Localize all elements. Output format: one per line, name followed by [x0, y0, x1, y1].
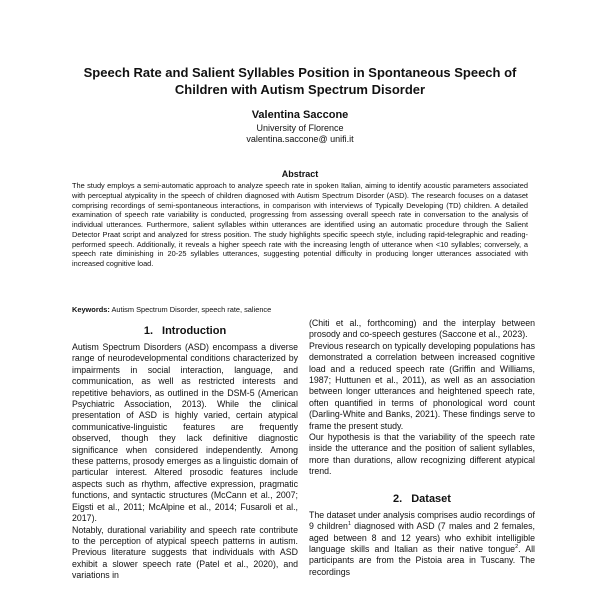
intro-paragraph-3: (Chiti et al., forthcoming) and the interplay between prosody and co-speech gestures (Saccone et al., 2023).	[309, 318, 535, 340]
section-title: Introduction	[162, 325, 227, 337]
footnote-ref-1[interactable]: 1	[347, 521, 352, 528]
intro-paragraph-2: Notably, durational variability and speech rate contribute to the perception of atypical speech patterns in autism. Previous literature suggests that individuals with ASD exhibit a slower speech rate (Patel et al., 2020), and variations in	[72, 524, 298, 581]
section-heading-dataset	[309, 492, 535, 506]
keywords-label: Keywords:	[72, 305, 110, 314]
intro-paragraph-4: Previous research on typically developing populations has demonstrated a correlation between increased cognitive load and a reduced speech rate (Griffin and Williams, 1987; Huttunen et al., 2011), as well as an association between longer utterances and heightened speech rate, often quantified in terms of phonological word count (Darling-White and Banks, 2021). These findings serve to frame the present study.	[309, 340, 535, 431]
section-number: 2.	[393, 492, 403, 505]
dataset-text-a: The dataset under analysis comprises audio recordings of 9 children	[309, 509, 535, 532]
intro-paragraph-1: Autism Spectrum Disorders (ASD) encompass a diverse range of neurodevelopmental conditions characterized by impairments in social interaction, language, and communication, as well as restricted interests and repetitive behaviors, as outlined in the DSM-5 (American Psychiatric Association, 2013). While the clinical presentation of ASD is highly varied, certain atypical communicative-linguistic features are frequently observed, though they lack definitive diagnostic significance when considered independently. Among these patterns, prosody emerges as a linguistic domain of particular interest. Altered prosodic features include aspects such as rhythm, affective expression, pragmatic functions, and syntactic structures (McCann et al., 2007; Eigsti et al., 2011; McAlpine et al., 2014; Fusaroli et al., 2017).	[72, 342, 298, 524]
dataset-text-b: diagnosed with ASD (7 males and 2 females, aged between 8 and 12 years) who exhibit intelligible language skills and Italian as their native tongue	[309, 521, 535, 554]
dataset-text-c: . All participants are from the Pistoia area in Tuscany. The recordings	[309, 543, 535, 577]
keywords-list: Autism Spectrum Disorder, speech rate, salience	[109, 305, 272, 314]
author-affiliation: University of Florence	[256, 123, 344, 133]
section-title: Dataset	[411, 492, 451, 505]
abstract-text: The study employs a semi-automatic approach to analyze speech rate in spoken Italian, aiming to identify acoustic parameters associated with perceptual atypicality in the speech of children diagnosed with Autism Spectrum Disorder (ASD). The research focuses on a dataset comprising recordings of semi-spontaneous interactions, in comparison with interviews of Typically Developing (TD) children. A detailed examination of speech rate variability is conducted, progressing from assessing overall speech rate in conversation to the analysis of individual utterances. Furthermore, salient syllables within utterances are identified using an automatic procedure through the Salient Detector Praat script and analyzed for stress position. The study highlights specific speech style, including rapid-telegraphic and reading-performed speech. Additionally, it reveals a higher speech rate with the increasing length of utterance when <10 syllables; conversely, a speech rate diminishing in 20-25 syllables utterances, suggesting potential difficulty in producing longer utterances associated with increased cognitive load.	[72, 181, 528, 268]
footnote-ref-2[interactable]: 2	[515, 543, 519, 550]
author-email[interactable]: valentina.saccone@ unifi.it	[246, 134, 354, 144]
abstract-heading: Abstract	[281, 169, 319, 179]
left-column	[72, 324, 298, 582]
section-heading-introduction	[72, 324, 298, 338]
section-number: 1.	[143, 325, 154, 337]
keywords	[72, 305, 528, 315]
author-name: Valentina Saccone	[251, 109, 349, 121]
right-column	[309, 318, 535, 578]
paper-title: Speech Rate and Salient Syllables Position in Spontaneous Speech of Children with Autism Spectrum Disorder	[83, 65, 517, 97]
intro-paragraph-5: Our hypothesis is that the variability of the speech rate inside the utterance and the position of salient syllables, more than durations, allow recognizing different atypical trend.	[309, 432, 535, 477]
dataset-paragraph-1	[309, 510, 535, 578]
